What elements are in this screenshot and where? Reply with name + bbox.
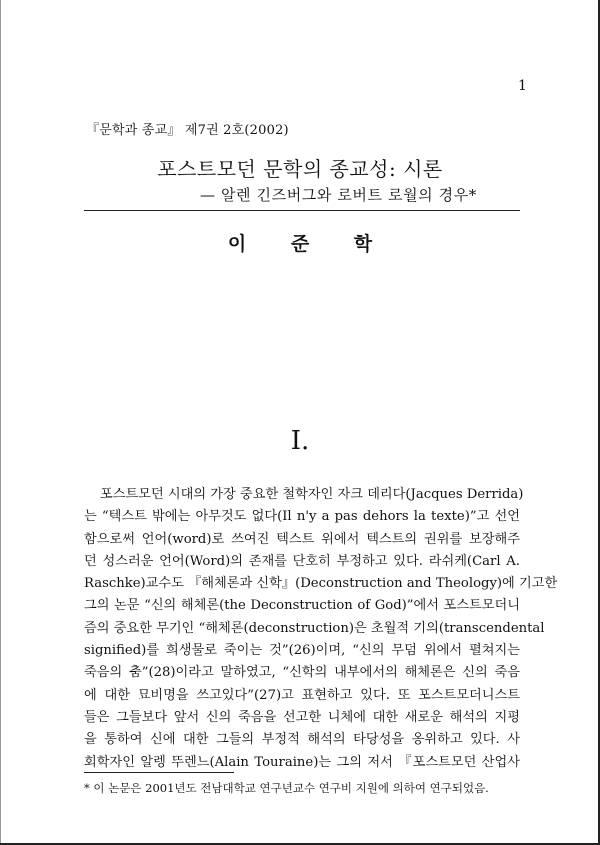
- journal-citation: 『문학과 종교』 제7권 2호(2002): [86, 123, 289, 138]
- body-line: 들은 그들보다 앞서 신의 죽음을 선고한 니체에 대한 새로운 해석의 지평: [84, 709, 520, 725]
- body-line: 즘의 중요한 무기인 “해체론(deconstruction)은 초월적 기의(transcendental: [84, 620, 545, 636]
- author-name: 이 준 학: [227, 233, 373, 255]
- section-heading: I.: [290, 426, 310, 456]
- paper-subtitle: — 알렌 긴즈버그와 로버트 로월의 경우*: [200, 186, 477, 204]
- body-line: 함으로써 언어(word)로 쓰여진 텍스트 위에서 텍스트의 권위를 보장해주: [84, 531, 520, 547]
- body-line: 포스트모던 시대의 가장 중요한 철학자인 자크 데리다(Jacques Derrida): [100, 487, 524, 502]
- body-line: 을 통하여 신에 대한 그들의 부정적 해석의 타당성을 옹위하고 있다. 사: [84, 732, 520, 748]
- title-divider: [84, 210, 520, 211]
- body-line: signified)를 희생물로 죽이는 것”(26)이며, “신의 무덤 위에서 펼쳐지는: [84, 643, 520, 659]
- body-line: 에 대한 묘비명을 쓰고있다”(27)고 표현하고 있다. 또 포스트모더니스트: [84, 687, 520, 703]
- body-line: Raschke)교수도 『해체론과 신학』(Deconstruction and Theology)에 기고한: [84, 576, 558, 592]
- page-number: 1: [518, 78, 527, 94]
- body-line: 회학자인 알렝 뚜렌느(Alain Touraine)는 그의 저서 『포스트모던 산업사: [84, 754, 520, 770]
- body-line: 그의 논문 “신의 해체론(the Deconstruction of God)”에서 포스트모더니: [84, 598, 520, 614]
- body-line: 는 “텍스트 밖에는 아무것도 없다(Il n'y a pas dehors la texte)”고 선언: [84, 509, 520, 525]
- body-line: 죽음의 춤”(28)이라고 말하였고, “신학의 내부에서의 해체론은 신의 죽음: [84, 665, 520, 681]
- footnote-divider: [84, 772, 234, 773]
- body-text: [84, 484, 558, 774]
- footnote: * 이 논문은 2001년도 전남대학교 연구년교수 연구비 지원에 의하여 연구되었음.: [84, 781, 489, 795]
- paper-title: 포스트모던 문학의 종교성: 시론: [157, 157, 443, 181]
- page-left-edge: [0, 0, 1, 845]
- body-line: 던 성스러운 언어(Word)의 존재를 단호히 부정하고 있다. 라쉬케(Carl A.: [84, 553, 520, 569]
